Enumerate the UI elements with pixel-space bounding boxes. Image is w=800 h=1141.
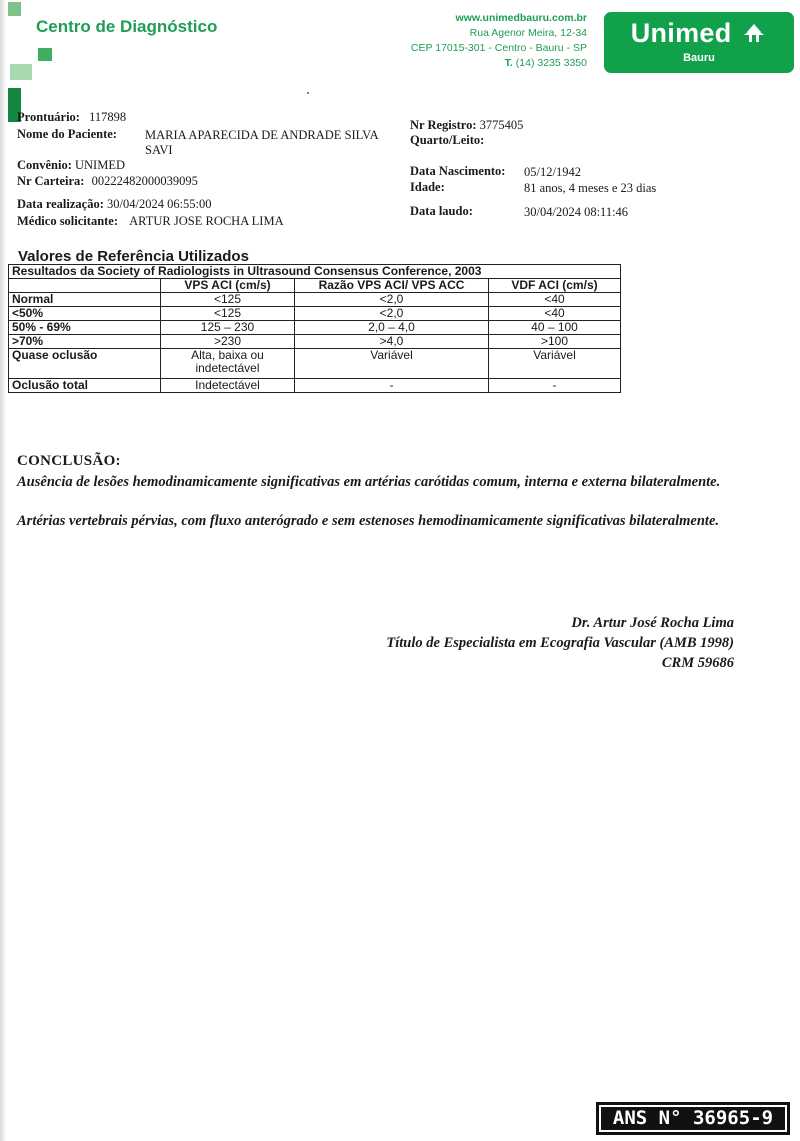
column-header: VDF ACI (cm/s) — [489, 279, 621, 293]
logo-text: Unimed — [604, 18, 794, 49]
reference-title: Valores de Referência Utilizados — [18, 248, 249, 265]
field-label: Data laudo: — [410, 204, 473, 218]
table-row — [9, 379, 621, 393]
column-header — [9, 279, 161, 293]
ans-badge — [596, 1102, 790, 1135]
table-cell: 40 – 100 — [489, 321, 621, 335]
cell-line: Alta, baixa ou — [191, 348, 264, 362]
address-line: CEP 17015-301 - Centro - Bauru - SP — [410, 42, 587, 54]
prontuario-value: 117898 — [89, 110, 127, 124]
reference-table — [8, 264, 621, 393]
scan-edge-shadow — [0, 0, 6, 1141]
row-label: >70% — [9, 335, 161, 349]
table-row — [9, 335, 621, 349]
conclusion-paragraph: Ausência de lesões hemodinamicamente significativas em artérias carótidas comum, interna e externa bilateralmente. — [17, 474, 721, 490]
phone-line — [411, 56, 587, 71]
scan-speck — [307, 92, 309, 94]
signature-block — [386, 613, 734, 673]
conclusion-title: CONCLUSÃO: — [17, 453, 121, 469]
table-cell: 125 – 230 — [161, 321, 295, 335]
laudo-value: 30/04/2024 08:11:46 — [524, 205, 629, 219]
patient-name-line2: SAVI — [145, 143, 173, 157]
table-cell: <2,0 — [295, 307, 489, 321]
field-label: Data realização: — [17, 197, 104, 211]
registro-value: 3775405 — [479, 118, 524, 132]
table-cell: <125 — [161, 307, 295, 321]
table-cell: <40 — [489, 307, 621, 321]
idade-value: 81 anos, 4 meses e 23 dias — [524, 181, 657, 195]
conclusion-paragraph: Artérias vertebrais pérvias, com fluxo anterógrado e sem estenoses hemodinamicamente significativas bilateralmente. — [17, 513, 720, 529]
row-label: Oclusão total — [9, 379, 161, 393]
table-cell: Indetectável — [161, 379, 295, 393]
table-cell: Variável — [295, 349, 489, 379]
table-cell: 2,0 – 4,0 — [295, 321, 489, 335]
field-label: Nr Carteira: — [17, 174, 85, 188]
cell-line: indetectável — [195, 361, 260, 375]
table-row — [9, 321, 621, 335]
table-cell: Variável — [489, 349, 621, 379]
row-label: <50% — [9, 307, 161, 321]
doctor-title: Título de Especialista em Ecografia Vascular (AMB 1998) — [386, 635, 734, 651]
phone-number: (14) 3235 3350 — [515, 57, 587, 69]
brand-title: Centro de Diagnóstico — [36, 17, 218, 36]
logo-square-decor — [10, 64, 32, 80]
address-line: Rua Agenor Meira, 12-34 — [469, 27, 587, 39]
doctor-name: Dr. Artur José Rocha Lima — [571, 615, 734, 631]
logo-square-decor — [8, 2, 21, 16]
table-cell: - — [295, 379, 489, 393]
field-label: Convênio: — [17, 158, 72, 172]
field-label: Nr Registro: — [410, 118, 477, 132]
doctor-crm: CRM 59686 — [661, 655, 734, 671]
field-label: Idade: — [410, 180, 445, 194]
table-caption: Resultados da Society of Radiologists in Ultrasound Consensus Conference, 2003 — [9, 265, 621, 279]
row-label: 50% - 69% — [9, 321, 161, 335]
phone-label: T. — [504, 57, 513, 69]
table-cell: >100 — [489, 335, 621, 349]
field-label: Nome do Paciente: — [17, 127, 117, 141]
field-label: Quarto/Leito: — [410, 133, 485, 147]
medico-value: ARTUR JOSE ROCHA LIMA — [129, 214, 284, 228]
column-header: Razão VPS ACI/ VPS ACC — [295, 279, 489, 293]
table-cell: <125 — [161, 293, 295, 307]
table-cell — [161, 349, 295, 379]
table-cell: >4,0 — [295, 335, 489, 349]
patient-name-line1: MARIA APARECIDA DE ANDRADE SILVA — [145, 128, 379, 142]
carteira-value: 00222482000039095 — [91, 174, 198, 188]
field-label: Data Nascimento: — [410, 164, 506, 178]
column-header: VPS ACI (cm/s) — [161, 279, 295, 293]
table-row — [9, 307, 621, 321]
table-cell: >230 — [161, 335, 295, 349]
unimed-symbol-icon — [741, 23, 767, 43]
contact-block — [411, 11, 587, 71]
table-cell: - — [489, 379, 621, 393]
table-row — [9, 349, 621, 379]
table-cell: <2,0 — [295, 293, 489, 307]
field-label: Prontuário: — [17, 110, 80, 124]
table-row — [9, 293, 621, 307]
field-label: Médico solicitante: — [17, 214, 119, 228]
website-link[interactable]: www.unimedbauru.com.br — [455, 12, 587, 24]
unimed-logo — [604, 12, 794, 73]
ans-number: ANS N° 36965-9 — [599, 1105, 787, 1132]
row-label: Quase oclusão — [9, 349, 161, 379]
row-label: Normal — [9, 293, 161, 307]
convenio-value: UNIMED — [75, 158, 125, 172]
logo-square-decor — [38, 48, 52, 61]
nascimento-value: 05/12/1942 — [524, 165, 581, 179]
table-cell: <40 — [489, 293, 621, 307]
logo-subtitle: Bauru — [683, 52, 715, 64]
realizacao-value: 30/04/2024 06:55:00 — [107, 197, 212, 211]
